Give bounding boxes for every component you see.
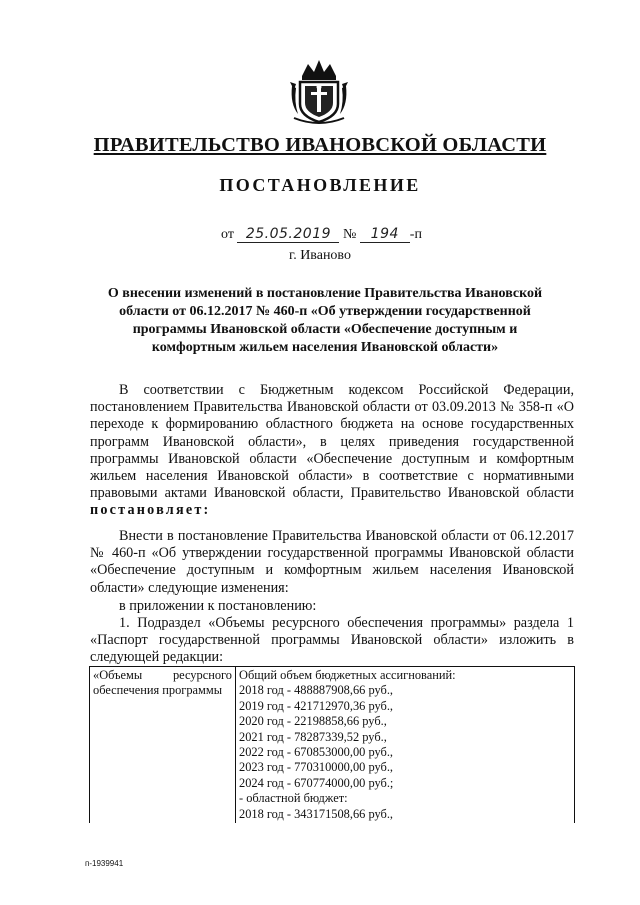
date-number-line xyxy=(221,227,422,243)
table-line: - областной бюджет: xyxy=(239,791,348,806)
appendix-paragraph: в приложении к постановлению: xyxy=(119,598,317,614)
table-label-cell: «Объемы ресурсного обеспечения программы xyxy=(90,667,236,824)
date-prefix: от xyxy=(221,227,234,242)
government-title: ПРАВИТЕЛЬСТВО ИВАНОВСКОЙ ОБЛАСТИ xyxy=(93,134,547,156)
table-line: Общий объем бюджетных ассигнований: xyxy=(239,668,456,682)
city: г. Иваново xyxy=(289,248,351,263)
number-sign: № xyxy=(342,227,357,242)
subsection-paragraph: 1. Подраздел «Объемы ресурсного обеспечения программы» раздела 1 «Паспорт государственной программы Ивановской области» изложить в следующей редакции: xyxy=(90,615,574,666)
funding-table xyxy=(89,666,575,823)
table-line: 2024 год - 670774000,00 руб.; xyxy=(239,775,394,790)
footer-code: п-1939941 xyxy=(85,859,124,868)
table-line: 2018 год - 343171508,66 руб., xyxy=(239,806,394,821)
table-line: 2018 год - 488887908,66 руб., xyxy=(239,683,394,698)
table-line: 2019 год - 421712970,36 руб., xyxy=(239,698,394,713)
document-type: ПОСТАНОВЛЕНИЕ xyxy=(219,175,421,195)
preamble-paragraph xyxy=(90,382,574,520)
document-heading: О внесении изменений в постановление Правительства Ивановской области от 06.12.2017 № 460-п «Об утверждении государственной программы Ивановской области «Обеспечение доступным и комфортным жильем населения Ивановской области» xyxy=(107,286,543,355)
table-line: 2023 год - 770310000,00 руб., xyxy=(239,760,394,775)
amendment-paragraph: Внести в постановление Правительства Ивановской области от 06.12.2017 № 460-п «Об утверждении государственной программы Ивановской области «Обеспечение доступным и комфортным жильем населения Ивановской области» следующие изменения: xyxy=(90,528,574,596)
table-data-cell xyxy=(236,667,575,824)
decree-word: постановляет: xyxy=(90,502,211,519)
coat-of-arms-icon xyxy=(288,56,350,126)
preamble-text: В соответствии с Бюджетным кодексом Российской Федерации, постановлением Правительства Ивановской области от 03.09.2013 № 358-п «О переходе к формированию областного бюджета на основе государственных программ Ивановской области», в целях приведения государственной программы Ивановской области «Обеспечение доступным и комфортным жильем населения Ивановской области» в соответствие с нормативными правовыми актами Ивановской области, Правительство Ивановской области xyxy=(90,382,574,502)
table-line: 2021 год - 78287339,52 руб., xyxy=(239,729,387,744)
table-line: 2022 год - 670853000,00 руб., xyxy=(239,745,394,760)
table-row xyxy=(90,667,575,824)
number-suffix: -п xyxy=(409,227,422,242)
handwritten-date: 25.05.2019 xyxy=(237,227,339,243)
handwritten-number: 194 xyxy=(360,227,410,243)
table-line: 2020 год - 22198858,66 руб., xyxy=(239,714,387,729)
